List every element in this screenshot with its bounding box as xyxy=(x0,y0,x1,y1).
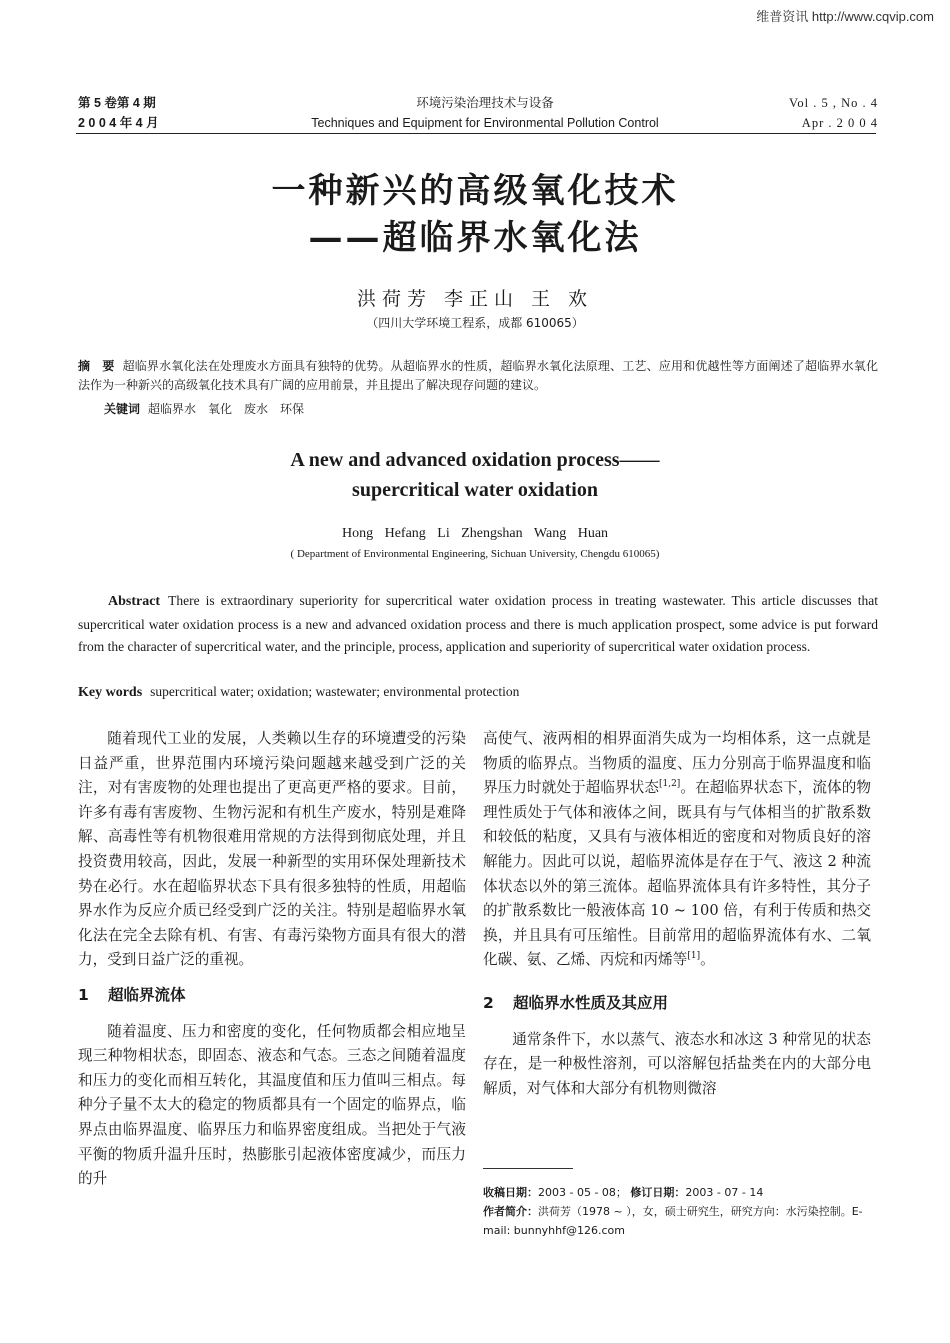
header-right xyxy=(789,93,878,133)
volume-en: Vol . 5 , No . 4 xyxy=(788,96,878,110)
header-left xyxy=(78,93,159,133)
abstract-en-text: There is extraordinary superiority for supercritical water oxidation process in treating wastewater. This article discusses that supercritical water oxidation process is a new and advanced oxidation process and there is much application prospect, some advice is put forward from the character of supercritical water, and the principle, process, application and superiority of supercritical water oxidation process. xyxy=(78,593,878,654)
keywords-en-text: supercritical water; oxidation; wastewater; environmental protection xyxy=(150,684,520,699)
keywords-cn-label: 关键词 xyxy=(104,402,141,416)
footnote-rule xyxy=(483,1168,573,1169)
affiliation-en: ( Department of Environmental Engineering, Sichuan University, Chengdu 610065) xyxy=(290,548,660,560)
section-1-number: 1 xyxy=(78,985,89,1004)
footnote-author xyxy=(483,1202,883,1240)
author-label: 作者简介： xyxy=(483,1205,538,1218)
revised-date: 2003 - 07 - 14 xyxy=(685,1186,764,1199)
right-paragraph-1c: 。 xyxy=(700,951,715,969)
section-2-heading xyxy=(483,991,871,1016)
author-bio: 洪荷芳（1978 ~ ），女，硕士研究生，研究方向：水污染控制。E-mail: bunnyhhf@126.com xyxy=(483,1205,863,1237)
journal-cn: 环境污染治理技术与设备 xyxy=(416,96,554,110)
section-2-title: 超临界水性质及其应用 xyxy=(513,993,669,1012)
right-paragraph-1 xyxy=(483,727,871,973)
abstract-en xyxy=(78,590,878,659)
abstract-cn-label: 摘 要 xyxy=(78,359,115,373)
volume-cn: 第 5 卷第 4 期 xyxy=(78,96,156,110)
keywords-en xyxy=(78,684,878,701)
right-paragraph-1a: 高使气、液两相的相界面消失成为一均相体系，这一点就是物质的临界点。当物质的温度、压力分别高于临界温度和临界压力时就处于超临界状态 xyxy=(483,730,871,797)
section-1-heading xyxy=(78,983,466,1008)
authors-cn: 洪荷芳 李正山 王 欢 xyxy=(356,288,594,310)
title-cn-line1: 一种新兴的高级氧化技术 xyxy=(271,171,679,211)
revised-label: 修订日期： xyxy=(630,1186,686,1199)
received-date: 2003 - 05 - 08； xyxy=(538,1186,627,1199)
abstract-en-label: Abstract xyxy=(108,594,161,609)
citation-1: [1] xyxy=(687,951,701,962)
section-1-paragraph: 随着温度、压力和密度的变化，任何物质都会相应地呈现三种物相状态，即固态、液态和气态。三态之间随着温度和压力的变化而相互转化，其温度值和压力值叫三相点。每种分子量不太大的稳定的物质都具有一个固定的临界点，临界点由临界温度、临界压力和临界密度组成。当把处于气液平衡的物质升温升压时，热膨胀引起液体密度减少，而压力的升 xyxy=(78,1022,466,1188)
intro-paragraph: 随着现代工业的发展，人类赖以生存的环境遭受的污染日益严重，世界范围内环境污染问题越来越受到广泛的关注，对有害废物的处理也提出了更高更严格的要求。目前，许多有毒有害废物、生物污泥和有机生产废水，特别是难降解、高毒性等有机物很难用常规的方法得到彻底处理，并且投资费用较高，因此，发展一种新型的实用环保处理新技术势在必行。水在超临界状态下具有很多独特的性质，用超临界水作为反应介质已经受到广泛的关注。特别是超临界水氧化法在完全去除有机、有害、有毒污染物方面具有很大的潜力，受到日益广泛的重视。 xyxy=(78,730,466,969)
date-cn: 2 0 0 4 年 4 月 xyxy=(78,116,159,130)
title-en-line1: A new and advanced oxidation process—— xyxy=(290,449,660,471)
section-1-title: 超临界流体 xyxy=(108,985,186,1004)
section-2-number: 2 xyxy=(483,993,494,1012)
section-2-paragraph: 通常条件下，水以蒸气、液态水和冰这 3 种常见的状态存在，是一种极性溶剂，可以溶解包括盐类在内的大部分电解质，对气体和大部分有机物则微溶 xyxy=(483,1030,871,1097)
journal-en: Techniques and Equipment for Environmental Pollution Control xyxy=(311,116,659,130)
header-rule xyxy=(76,133,876,134)
affiliation-cn: （四川大学环境工程系，成都 610065） xyxy=(366,316,584,330)
abstract-cn-text: 超临界水氧化法在处理废水方面具有独特的优势。从超临界水的性质，超临界水氧化法原理、工艺、应用和优越性等方面阐述了超临界水氧化法作为一种新兴的高级氧化技术具有广阔的应用前景，并且提出了解决现存问题的建议。 xyxy=(78,359,878,392)
left-column xyxy=(78,727,466,1192)
received-label: 收稿日期： xyxy=(483,1186,538,1199)
keywords-cn-text: 超临界水 氧化 废水 环保 xyxy=(148,402,305,416)
footnote-dates xyxy=(483,1183,883,1202)
date-en: Apr . 2 0 0 4 xyxy=(801,116,878,130)
header-center xyxy=(300,93,670,133)
keywords-cn xyxy=(104,400,804,419)
title-cn-line2: ——超临界水氧化法 xyxy=(308,218,642,258)
title-en-line2: supercritical water oxidation xyxy=(352,479,598,501)
footnote xyxy=(483,1183,883,1240)
right-column xyxy=(483,727,871,1101)
watermark: 维普资讯 http://www.cqvip.com xyxy=(756,9,934,24)
authors-en: Hong Hefang Li Zhengshan Wang Huan xyxy=(341,526,609,541)
citation-1-2: [1,2] xyxy=(658,779,681,790)
keywords-en-label: Key words xyxy=(78,685,143,700)
abstract-cn xyxy=(78,357,878,395)
right-paragraph-1b: 。在超临界状态下，流体的物理性质处于气体和液体之间，既具有与气体相当的扩散系数和较低的粘度，又具有与液体相近的密度和对物质良好的溶解能力。因此可以说，超临界流体是存在于气、液这 2 种流体状态以外的第三流体。超临界流体具有许多特性，其分子的扩散系数比一般液体高 10 ~ 100 倍，有利于传质和热交换，并且具有可压缩性。目前常用的超临界流体有水、二氧化碳、氨、乙烯、丙烷和丙烯等 xyxy=(483,779,871,969)
